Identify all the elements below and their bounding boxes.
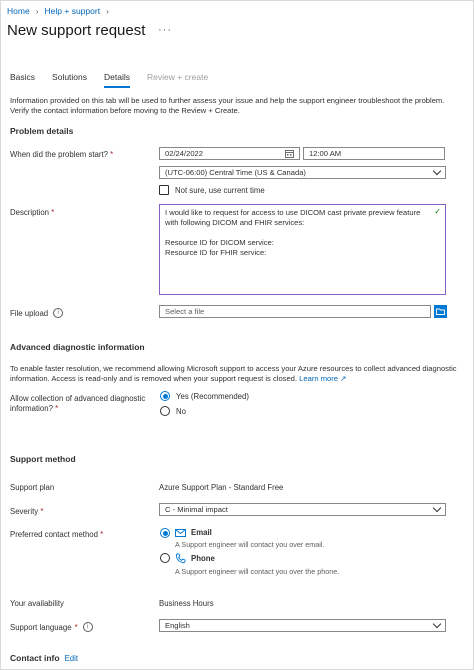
- support-language-label-text: Support language: [10, 622, 72, 632]
- problem-details-heading: Problem details: [10, 126, 74, 136]
- contact-info-header: [10, 653, 78, 663]
- support-plan-value: Azure Support Plan - Standard Free: [159, 483, 284, 492]
- severity-value: C - Minimal impact: [165, 505, 228, 514]
- availability-value: Business Hours: [159, 599, 214, 608]
- required-mark: *: [110, 150, 114, 159]
- tab-details[interactable]: Details: [104, 72, 130, 88]
- allow-yes-label: Yes (Recommended): [176, 391, 249, 401]
- tab-bar: [10, 72, 208, 88]
- availability-label: Your availability: [10, 599, 64, 608]
- description-label: [10, 208, 54, 217]
- breadcrumb-home[interactable]: Home: [7, 6, 30, 16]
- severity-label: [10, 507, 43, 516]
- allow-label-text: information?: [10, 404, 53, 413]
- severity-select[interactable]: [159, 503, 446, 516]
- phone-option[interactable]: [160, 553, 339, 576]
- allow-label-line-2: [10, 404, 145, 414]
- breadcrumb-help-support[interactable]: Help + support: [44, 6, 101, 16]
- chevron-right-icon: ›: [106, 6, 109, 16]
- timezone-select[interactable]: [159, 166, 446, 179]
- allow-no-label: No: [176, 406, 186, 416]
- not-sure-label: Not sure, use current time: [175, 185, 265, 195]
- phone-option-text: [175, 553, 339, 576]
- email-option[interactable]: [160, 528, 324, 549]
- contact-method-label: [10, 530, 103, 539]
- allow-no-option[interactable]: [160, 406, 186, 416]
- external-link-icon: ↗: [340, 374, 347, 383]
- file-upload-label-text: File upload: [10, 308, 49, 318]
- info-icon[interactable]: i: [53, 308, 63, 318]
- allow-yes-radio[interactable]: [160, 391, 170, 401]
- checkmark-icon: ✓: [434, 207, 441, 216]
- learn-more-link[interactable]: Learn more: [299, 374, 338, 383]
- allow-collection-label: [10, 394, 145, 414]
- breadcrumb: [7, 6, 109, 16]
- timezone-value: (UTC-06:00) Central Time (US & Canada): [165, 168, 306, 177]
- not-sure-option[interactable]: [159, 185, 265, 195]
- tab-review-create: Review + create: [147, 72, 209, 82]
- contact-method-label-text: Preferred contact method: [10, 530, 98, 539]
- phone-icon: [175, 553, 186, 564]
- diagnostic-text: To enable faster resolution, we recommend allowing Microsoft support to access your Azure resources to collect advanced diagnostic information. Access is read-only and is removed when your support request is closed.: [10, 364, 457, 383]
- file-upload-label: [10, 308, 63, 318]
- tab-basics[interactable]: Basics: [10, 72, 36, 82]
- file-upload-input[interactable]: [159, 305, 431, 318]
- contact-info-heading: Contact info: [10, 653, 60, 663]
- calendar-icon[interactable]: [285, 149, 294, 158]
- support-language-label: [10, 622, 93, 632]
- support-method-heading: Support method: [10, 454, 76, 464]
- allow-no-radio[interactable]: [160, 406, 170, 416]
- date-value: 02/24/2022: [165, 149, 204, 158]
- file-placeholder: Select a file: [165, 307, 205, 316]
- diagnostic-heading: Advanced diagnostic information: [10, 342, 145, 352]
- email-option-text: [175, 528, 324, 549]
- description-line: Resource ID for FHIR service:: [165, 248, 267, 257]
- more-options-icon[interactable]: ···: [158, 24, 172, 36]
- description-line: I would like to request for access to use DICOM cast private preview feature with following DICOM and FHIR services:: [165, 208, 421, 227]
- description-textarea[interactable]: [159, 204, 446, 295]
- severity-label-text: Severity: [10, 507, 39, 516]
- date-input[interactable]: [159, 147, 300, 160]
- not-sure-checkbox[interactable]: [159, 185, 169, 195]
- required-mark: *: [100, 530, 104, 539]
- time-value: 12:00 AM: [309, 149, 342, 158]
- when-label-text: When did the problem start?: [10, 150, 108, 159]
- email-desc: A Support engineer will contact you over email.: [175, 540, 325, 549]
- chevron-right-icon: ›: [35, 6, 39, 16]
- email-icon: [175, 529, 186, 537]
- required-mark: *: [40, 507, 44, 516]
- description-label-text: Description: [10, 208, 49, 217]
- phone-title: Phone: [191, 554, 215, 563]
- diagnostic-text-block: [10, 364, 462, 384]
- folder-icon: [436, 308, 445, 315]
- support-plan-label: Support plan: [10, 483, 55, 492]
- phone-title-row: [175, 553, 339, 564]
- allow-yes-option[interactable]: [160, 391, 249, 401]
- required-mark: *: [74, 622, 78, 632]
- phone-desc: A Support engineer will contact you over the phone.: [175, 567, 340, 576]
- info-icon[interactable]: i: [83, 622, 93, 632]
- support-language-value: English: [165, 621, 190, 630]
- intro-text: Information provided on this tab will be used to further assess your issue and help the support engineer troubleshoot the problem. Verify the contact information before moving to the Review + Create.: [10, 96, 445, 115]
- chevron-down-icon: [433, 504, 441, 512]
- description-line: [165, 228, 440, 238]
- support-language-select[interactable]: [159, 619, 446, 632]
- description-line: Resource ID for DICOM service:: [165, 238, 274, 247]
- allow-label-line: Allow collection of advanced diagnostic: [10, 394, 146, 403]
- email-title: Email: [191, 528, 212, 537]
- email-radio[interactable]: [160, 528, 170, 538]
- browse-folder-button[interactable]: [434, 305, 447, 318]
- when-label: [10, 150, 113, 159]
- chevron-down-icon: [433, 167, 441, 175]
- time-input[interactable]: [303, 147, 445, 160]
- phone-radio[interactable]: [160, 553, 170, 563]
- page-title: New support request: [7, 22, 146, 39]
- required-mark: *: [55, 404, 59, 413]
- contact-edit-link[interactable]: Edit: [64, 654, 79, 663]
- required-mark: *: [51, 208, 55, 217]
- email-title-row: [175, 528, 324, 537]
- tab-solutions[interactable]: Solutions: [52, 72, 88, 82]
- chevron-down-icon: [433, 620, 441, 628]
